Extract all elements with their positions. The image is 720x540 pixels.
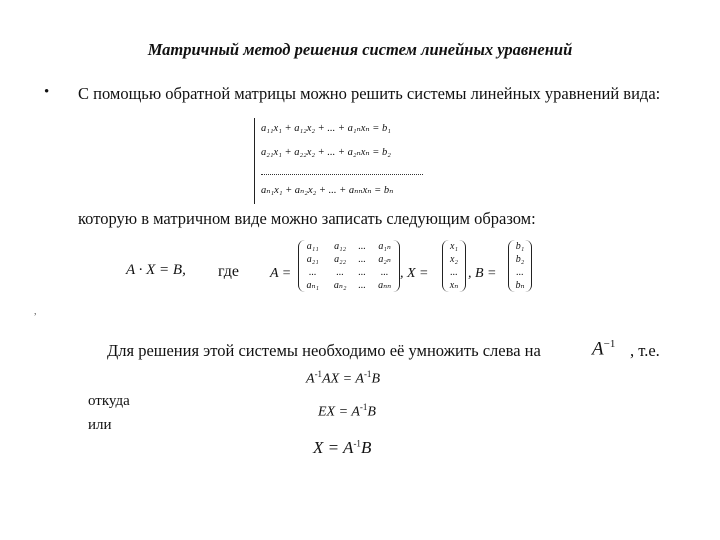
otkuda-word: откуда [88, 393, 130, 409]
matrix-equation: A · X = B, [126, 262, 186, 278]
formula-1: $A^{-1}AX = A^{-1}B$ [306, 369, 380, 387]
vector-x [442, 240, 466, 292]
matrix-cell: ... [380, 267, 389, 278]
vector-cell: bₙ [515, 280, 525, 291]
matrix-cell: a₂ₙ [378, 254, 391, 265]
solve-text: Для решения этой системы необходимо её умножить слева на [107, 341, 541, 360]
matrix-cell: a₁₁ [306, 241, 319, 252]
matrix-cell: ... [308, 267, 317, 278]
matrix-cell: aₙₙ [378, 280, 392, 291]
linear-system [254, 118, 429, 204]
matrix-cell: ... [336, 267, 344, 278]
vector-cell: ... [516, 267, 524, 278]
a-inverse-symbol: $A^{-1}$ [592, 338, 616, 360]
matrix-cell: ... [358, 280, 366, 291]
matrix-cell: aₙ₂ [333, 280, 347, 291]
vector-cell: b₂ [515, 254, 525, 265]
system-equation-n: aₙ₁x₁ + aₙ₂x₂ + ... + aₙₙxₙ = bₙ [261, 185, 394, 196]
vector-cell: b₁ [515, 241, 525, 252]
matrix-a-label: A = [270, 266, 292, 281]
vector-b [508, 240, 532, 292]
matrix-cell: aₙ₁ [306, 280, 319, 291]
vector-x-label: , X = [400, 266, 429, 281]
system-dotted-row [261, 174, 423, 175]
vector-cell: x₁ [450, 241, 458, 252]
matrix-cell: a₂₂ [334, 254, 347, 265]
matrix-cell: a₂₁ [306, 254, 319, 265]
matrix-cell: a₁₂ [334, 241, 347, 252]
vector-cell: x₂ [450, 254, 458, 265]
matrix-cell: ... [358, 267, 366, 278]
intro-text: С помощью обратной матрицы можно решить системы линейных уравнений вида: [78, 84, 661, 103]
matrix-cell: ... [358, 254, 366, 265]
matrix-cell: a₁ₙ [378, 241, 391, 252]
matrix-cell: ... [358, 241, 366, 252]
vector-b-label: , B = [468, 266, 497, 281]
where-word: где [218, 263, 240, 280]
formula-2: EX = $A^{-1}B$ [318, 402, 376, 420]
system-equation-1: a₁₁x₁ + a₁₂x₂ + ... + a₁ₙxₙ = b₁ [261, 123, 391, 134]
vector-cell: xₙ [449, 280, 459, 291]
matrix-a-row [299, 240, 399, 253]
matrix-a-row [299, 266, 399, 279]
matrix-a-row [299, 279, 399, 292]
side-mark: , [34, 306, 37, 317]
matrix-form-text: которую в матричном виде можно записать следующим образом: [78, 209, 536, 228]
formula-3: $X = A^{-1}B$ [313, 438, 372, 457]
bullet-point: • [44, 84, 50, 100]
matrix-a-row [299, 253, 399, 266]
matrix-a [298, 240, 400, 292]
ili-word: или [88, 417, 112, 433]
slide-title: Матричный метод решения систем линейных уравнений [147, 40, 573, 59]
vector-cell: ... [450, 267, 458, 278]
system-equation-2: a₂₁x₁ + a₂₂x₂ + ... + a₂ₙxₙ = b₂ [261, 147, 391, 158]
te-text: , т.е. [630, 341, 660, 360]
